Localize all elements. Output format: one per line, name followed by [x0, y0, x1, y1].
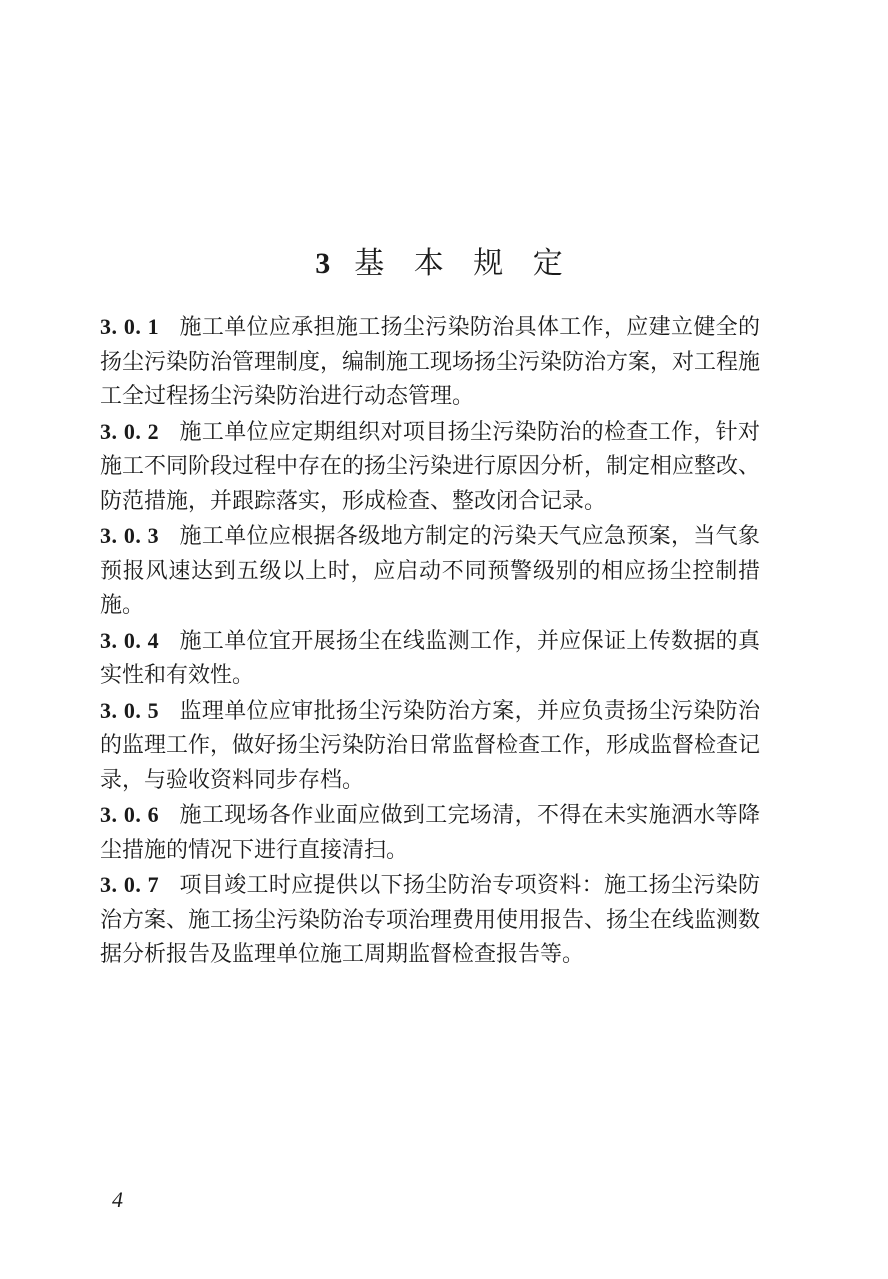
page-number: 4 [112, 1187, 123, 1212]
clause-3-0-7 [100, 868, 760, 973]
clause-number: 3. 0. 6 [100, 802, 160, 827]
clause-3-0-3 [100, 519, 760, 624]
clause-list [100, 310, 760, 973]
clause-text: 施工单位应承担施工扬尘污染防治具体工作，应建立健全的扬尘污染防治管理制度，编制施工现场扬尘污染防治方案，对工程施工全过程扬尘污染防治进行动态管理。 [100, 315, 761, 409]
clause-3-0-1 [100, 310, 760, 415]
chapter-title [0, 244, 888, 284]
clause-number: 3. 0. 4 [100, 627, 160, 653]
chapter-title-text: 基 本 规 定 [354, 246, 573, 282]
clause-3-0-4 [100, 624, 760, 694]
clause-3-0-6 [100, 798, 760, 868]
clause-text: 施工单位应定期组织对项目扬尘污染防治的检查工作，针对施工不同阶段过程中存在的扬尘污染进行原因分析，制定相应整改、防范措施，并跟踪落实，形成检查、整改闭合记录。 [100, 419, 761, 514]
clause-text: 施工现场各作业面应做到工完场清，不得在未实施洒水等降尘措施的情况下进行直接清扫。 [100, 803, 760, 863]
clause-text: 项目竣工时应提供以下扬尘防治专项资料：施工扬尘污染防治方案、施工扬尘污染防治专项治理费用使用报告、扬尘在线监测数据分析报告及监理单位施工周期监督检查报告等。 [100, 873, 761, 967]
chapter-number: 3 [315, 247, 341, 281]
clause-number: 3. 0. 5 [100, 697, 160, 723]
clause-number: 3. 0. 7 [100, 872, 160, 897]
clause-text: 施工单位宜开展扬尘在线监测工作，并应保证上传数据的真实性和有效性。 [100, 628, 760, 688]
clause-3-0-5 [100, 694, 760, 799]
clause-text: 监理单位应审批扬尘污染防治方案，并应负责扬尘污染防治的监理工作，做好扬尘污染防治日常监督检查工作，形成监督检查记录，与验收资料同步存档。 [100, 698, 761, 793]
clause-number: 3. 0. 3 [100, 523, 160, 548]
clause-number: 3. 0. 1 [100, 314, 160, 339]
clause-text: 施工单位应根据各级地方制定的污染天气应急预案，当气象预报风速达到五级以上时，应启动不同预警级别的相应扬尘控制措施。 [100, 524, 760, 618]
clause-number: 3. 0. 2 [100, 418, 160, 444]
clause-3-0-2 [100, 415, 760, 520]
